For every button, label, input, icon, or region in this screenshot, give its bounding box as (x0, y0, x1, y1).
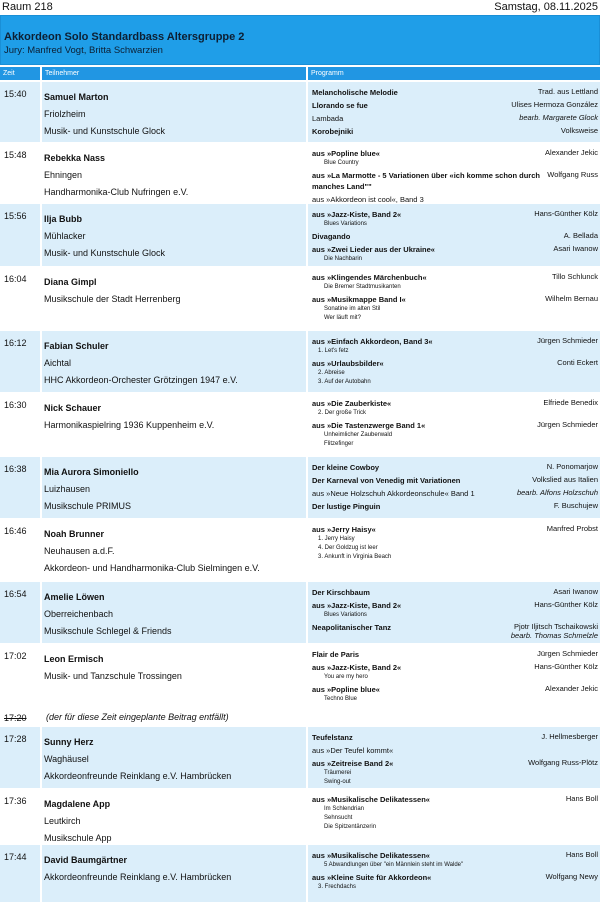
participant-name: Magdalene App (44, 799, 111, 809)
piece-title: Der kleine Cowboy (312, 463, 380, 472)
participant-detail: Musikschule App (44, 833, 112, 843)
program-item (312, 501, 598, 512)
program-item (312, 524, 598, 562)
program-cell (308, 845, 600, 902)
participant-detail: Musik- und Kunstschule Glock (44, 126, 166, 136)
participant-detail: HHC Akkordeon-Orchester Grötzingen 1947 e.V. (44, 375, 238, 385)
composer: Hans Boll (565, 850, 598, 859)
time-cell: 16:12 (0, 331, 42, 392)
program-cell (308, 706, 600, 726)
participant-detail: Harmonikaspielring 1936 Kuppenheim e.V. (44, 420, 215, 430)
composer: N. Ponomarjow (546, 462, 598, 471)
piece-title: Korobejniki (312, 127, 354, 136)
program-cell (308, 457, 600, 518)
piece-title: aus »Kleine Suite für Akkordeon« (312, 873, 432, 882)
column-header-program: Programm (308, 67, 600, 80)
composer: bearb. Alfons Holzschuh (516, 488, 598, 497)
movement-title: 3. Ankunft in Virginia Beach (318, 554, 392, 560)
movement-title: 3. Auf der Autobahn (318, 379, 371, 385)
participant-detail: Oberreichenbach (44, 609, 114, 619)
program-cell (308, 519, 600, 581)
participant-detail: Leutkirch (44, 816, 81, 826)
composer: Tillo Schlunck (552, 272, 598, 281)
piece-title: Neapolitanischer Tanz (312, 623, 392, 632)
piece-title: aus »Jazz-Kiste, Band 2« (312, 210, 402, 219)
program-item (312, 649, 598, 660)
composer: bearb. Margarete Glock (519, 113, 598, 122)
composer: Hans-Günther Kölz (534, 662, 598, 671)
piece-title: Der Karneval von Venedig mit Variationen (312, 476, 461, 485)
column-header-row (0, 67, 600, 80)
participant-detail: Ehningen (44, 170, 83, 180)
movement-title: Die Spitzentänzerin (324, 824, 377, 830)
column-header-time: Zeit (0, 67, 42, 80)
program-item (312, 872, 598, 892)
movement-title: You are my hero (324, 674, 368, 680)
participant-cell (42, 331, 308, 392)
participant-detail: Musik- und Tanzschule Trossingen (44, 671, 182, 681)
movement-title: Unheimlicher Zauberwald (324, 432, 393, 438)
program-item (312, 758, 598, 787)
piece-title: Melancholische Melodie (312, 88, 398, 97)
participant-name: Rebekka Nass (44, 153, 106, 163)
table-row (0, 789, 600, 845)
table-row (0, 706, 600, 727)
composer: Wolfgang Russ (547, 170, 598, 179)
program-item (312, 794, 598, 832)
arranger: bearb. Thomas Schmelzle (510, 631, 598, 640)
time-cell: 17:36 (0, 789, 42, 844)
participant-name: David Baumgärtner (44, 855, 128, 865)
piece-title: Teufelstanz (312, 733, 353, 742)
program-cell (308, 789, 600, 844)
movement-title: Träumerei (324, 770, 352, 776)
movement-title: Die Nachbarin (324, 256, 363, 262)
movement-title: 1. Let's fetz (318, 348, 349, 354)
program-cell (308, 727, 600, 788)
participant-name: Amelie Löwen (44, 592, 105, 602)
movement-title: 2. Der große Trick (318, 410, 367, 416)
program-item (312, 488, 598, 499)
program-item (312, 358, 598, 387)
participant-detail: Akkordeon- und Handharmonika-Club Sielmingen e.V. (44, 563, 260, 573)
time-cell: 16:30 (0, 393, 42, 456)
participant-detail: Mühlacker (44, 231, 86, 241)
time-cell: 17:20 (0, 706, 42, 726)
program-item (312, 148, 598, 168)
participant-detail: Aichtal (44, 358, 72, 368)
participant-cell (42, 519, 308, 581)
program-item (312, 87, 598, 98)
composer: Alexander Jekic (545, 684, 598, 693)
time-cell: 16:38 (0, 457, 42, 518)
movement-title: Blue Country (324, 160, 359, 166)
piece-title: Divagando (312, 232, 351, 241)
program-cell (308, 82, 600, 142)
table-row (0, 727, 600, 789)
program-item (312, 272, 598, 292)
piece-title: aus »Neue Holzschuh Akkordeonschule« Band 1 (312, 489, 475, 498)
program-cell (308, 204, 600, 266)
program-item (312, 850, 598, 870)
movement-title: Die Bremer Stadtmusikanten (324, 284, 401, 290)
participant-name: Samuel Marton (44, 92, 109, 102)
composer: Hans Boll (565, 794, 598, 803)
composer: Conti Eckert (557, 358, 598, 367)
movement-title: 3. Frechdachs (318, 884, 357, 890)
program-item (312, 398, 598, 418)
program-item (312, 170, 598, 192)
composer: J. Hellmesberger (541, 732, 598, 741)
participant-detail: Waghäusel (44, 754, 89, 764)
participant-detail: Musik- und Kunstschule Glock (44, 248, 166, 258)
composer: Asari Iwanow (553, 244, 598, 253)
program-item (312, 113, 598, 124)
time-cell: 15:48 (0, 143, 42, 203)
movement-title: Blues Variations (324, 612, 367, 618)
composer: Trad. aus Lettland (537, 87, 598, 96)
movement-title: 4. Der Goldzug ist leer (318, 545, 378, 551)
time-cell: 16:46 (0, 519, 42, 581)
program-cell (308, 331, 600, 392)
piece-title: aus »Die Tastenzwerge Band 1« (312, 421, 426, 430)
table-row (0, 82, 600, 143)
participant-detail: Musikschule der Stadt Herrenberg (44, 294, 181, 304)
piece-title: aus »Einfach Akkordeon, Band 3« (312, 337, 433, 346)
top-bar (0, 0, 600, 14)
time-cell: 15:40 (0, 82, 42, 142)
category-header (0, 15, 600, 65)
participant-name: Nick Schauer (44, 403, 102, 413)
program-item (312, 684, 598, 704)
program-item (312, 600, 598, 620)
program-cell (308, 582, 600, 643)
program-item (312, 100, 598, 111)
movement-title: Sonatine im alten Stil (324, 306, 381, 312)
program-item (312, 732, 598, 743)
piece-title: aus »Jerry Haisy« (312, 525, 376, 534)
table-row (0, 582, 600, 644)
jury-line: Jury: Manfred Vogt, Britta Schwarzien (4, 45, 163, 56)
participant-detail: Akkordeonfreunde Reinklang e.V. Hambrücken (44, 771, 232, 781)
participant-cell (42, 727, 308, 788)
piece-title: aus »Jazz-Kiste, Band 2« (312, 601, 402, 610)
movement-title: 5 Abwandlungen über "ein Männlein steht im Walde" (324, 862, 464, 868)
composer: Volkslied aus Italien (532, 475, 598, 484)
participant-cell (42, 82, 308, 142)
participant-name: Ilja Bubb (44, 214, 82, 224)
room-label: Raum 218 (2, 1, 53, 13)
composer: Hans-Günther Kölz (534, 600, 598, 609)
participant-detail: Friolzheim (44, 109, 86, 119)
table-row (0, 143, 600, 204)
participant-name: Sunny Herz (44, 737, 94, 747)
program-item (312, 336, 598, 356)
piece-title: aus »Popline blue« (312, 149, 380, 158)
piece-title: aus »Akkordeon ist cool«, Band 3 (312, 195, 424, 204)
category-title: Akkordeon Solo Standardbass Altersgruppe 2 (4, 31, 245, 43)
participant-detail: Neuhausen a.d.F. (44, 546, 115, 556)
participant-detail: Luizhausen (44, 484, 91, 494)
piece-title: aus »Zwei Lieder aus der Ukraine« (312, 245, 435, 254)
movement-title: Im Schlendrian (324, 806, 365, 812)
movement-title: Techno Blue (324, 696, 358, 702)
piece-title: aus »Musikalische Delikatessen« (312, 851, 430, 860)
program-item (312, 209, 598, 229)
table-row (0, 267, 600, 331)
table-row (0, 644, 600, 706)
time-cell: 17:28 (0, 727, 42, 788)
movement-title: Blues Variations (324, 221, 367, 227)
program-cell (308, 393, 600, 456)
participant-detail: Akkordeonfreunde Reinklang e.V. Hambrücken (44, 872, 232, 882)
program-item (312, 745, 598, 756)
composer: Hans-Günther Kölz (534, 209, 598, 218)
piece-title: aus »Der Teufel kommt« (312, 746, 394, 755)
participant-name: Noah Brunner (44, 529, 105, 539)
participant-cell (42, 789, 308, 844)
schedule-table (0, 82, 600, 903)
composer: F. Buschujew (553, 501, 598, 510)
program-item (312, 462, 598, 473)
composer: A. Bellada (563, 231, 598, 240)
piece-title: aus »Popline blue« (312, 685, 380, 694)
piece-title: aus »Urlaubsbilder« (312, 359, 384, 368)
movement-title: Swing-out (324, 779, 351, 785)
composer: Elfriede Benedix (543, 398, 598, 407)
piece-title: aus »Musikmappe Band I« (312, 295, 406, 304)
date-label: Samstag, 08.11.2025 (494, 1, 598, 13)
program-item (312, 126, 598, 137)
cancellation-note: (der für diese Zeit eingeplante Beitrag entfällt) (42, 706, 308, 726)
piece-title: aus »Jazz-Kiste, Band 2« (312, 663, 402, 672)
participant-detail: Musikschule PRIMUS (44, 501, 132, 511)
piece-title: aus »Musikalische Delikatessen« (312, 795, 430, 804)
piece-title: Der Kirschbaum (312, 588, 370, 597)
participant-cell (42, 143, 308, 203)
composer: Manfred Probst (546, 524, 598, 533)
table-row (0, 204, 600, 267)
program-cell (308, 267, 600, 330)
participant-cell (42, 582, 308, 643)
piece-title: Flair de Paris (312, 650, 360, 659)
composer: Alexander Jekic (545, 148, 598, 157)
program-cell (308, 143, 600, 203)
table-row (0, 519, 600, 582)
participant-cell (42, 457, 308, 518)
composer: Jürgen Schmieder (537, 420, 598, 429)
table-row (0, 331, 600, 393)
movement-title: Sehnsucht (324, 815, 353, 821)
composer: Jürgen Schmieder (537, 336, 598, 345)
program-cell (308, 644, 600, 705)
participant-detail: Musikschule Schlegel & Friends (44, 626, 172, 636)
time-cell: 15:56 (0, 204, 42, 266)
piece-title: aus »Klingendes Märchenbuch« (312, 273, 427, 282)
composer: Jürgen Schmieder (537, 649, 598, 658)
participant-name: Diana Gimpl (44, 277, 97, 287)
participant-name: Mia Aurora Simoniello (44, 467, 139, 477)
program-item (312, 231, 598, 242)
piece-title: Llorando se fue (312, 101, 368, 110)
piece-title: aus »Zeitreise Band 2« (312, 759, 394, 768)
program-item (312, 475, 598, 486)
table-row (0, 845, 600, 903)
movement-title: Flitzefinger (324, 441, 354, 447)
program-item (312, 587, 598, 598)
composer: Wolfgang Russ-Plötz (528, 758, 598, 767)
composer: Wolfgang Newy (545, 872, 598, 881)
participant-cell (42, 267, 308, 330)
time-cell: 17:02 (0, 644, 42, 705)
time-cell: 17:44 (0, 845, 42, 902)
participant-cell (42, 204, 308, 266)
program-item (312, 294, 598, 323)
composer: Pjotr Iljitsch Tschaikowski (513, 622, 598, 631)
movement-title: 1. Jerry Haisy (318, 536, 355, 542)
table-row (0, 457, 600, 519)
participant-cell (42, 845, 308, 902)
program-item (312, 244, 598, 264)
composer: Ulises Hermoza González (511, 100, 598, 109)
participant-cell (42, 393, 308, 456)
program-item (312, 420, 598, 449)
participant-name: Leon Ermisch (44, 654, 104, 664)
piece-title: aus »La Marmotte - 5 Variationen über «ich komme schon durch manches Land"" (312, 171, 540, 191)
composer: Asari Iwanow (553, 587, 598, 596)
movement-title: Wer läuft mit? (324, 315, 361, 321)
movement-title: 2. Abreise (318, 370, 345, 376)
piece-title: aus »Die Zauberkiste« (312, 399, 392, 408)
participant-detail: Handharmonika-Club Nufringen e.V. (44, 187, 189, 197)
program-item (312, 622, 598, 640)
table-row (0, 393, 600, 457)
participant-name: Fabian Schuler (44, 341, 109, 351)
participant-cell (42, 644, 308, 705)
composer: Wilhelm Bernau (545, 294, 598, 303)
piece-title: Lambada (312, 114, 344, 123)
piece-title: Der lustige Pinguin (312, 502, 381, 511)
time-cell: 16:04 (0, 267, 42, 330)
program-item (312, 662, 598, 682)
composer: Volksweise (560, 126, 598, 135)
column-header-participant: Teilnehmer (42, 67, 308, 80)
time-cell: 16:54 (0, 582, 42, 643)
